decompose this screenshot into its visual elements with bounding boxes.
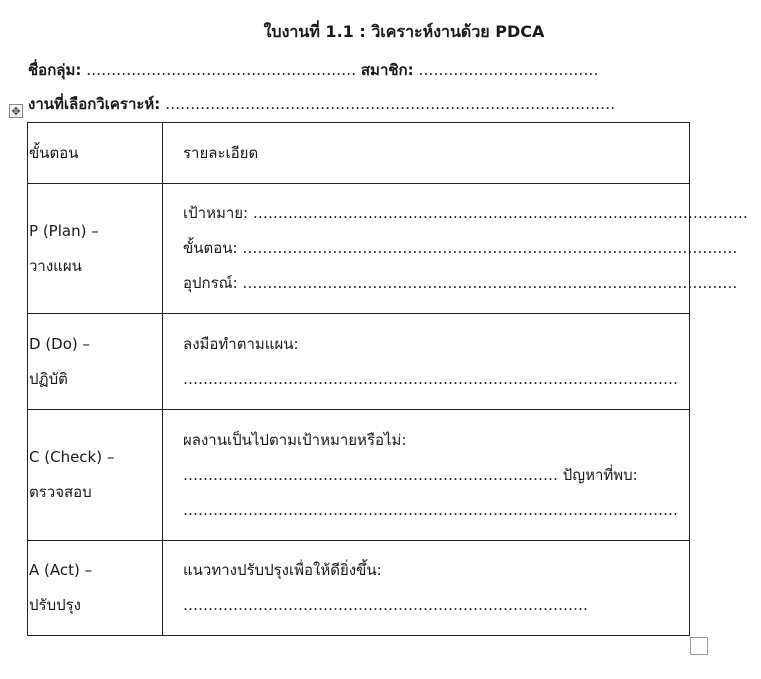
group-label: ชื่อกลุ่ม: (28, 61, 82, 79)
plan-step-cell[interactable] (28, 184, 163, 314)
group-blank[interactable]: ……………………………………………… (81, 61, 361, 79)
move-arrows-icon[interactable]: ✥ (9, 104, 23, 118)
table-row-act (28, 541, 690, 636)
table-row-do (28, 314, 690, 410)
task-label: งานที่เลือกวิเคราะห์: (28, 95, 161, 113)
header-step-cell[interactable] (28, 123, 163, 184)
check-step-name: ตรวจสอบ (29, 483, 92, 501)
pdca-table (27, 122, 748, 636)
plan-goal-line: เป้าหมาย: ……………………………………………………………………………………… (183, 204, 748, 222)
resize-handle-icon[interactable] (690, 637, 708, 655)
table-row-plan (28, 184, 690, 314)
act-detail-cell[interactable] (163, 541, 690, 636)
do-action-line: ลงมือทำตามแผน: (183, 334, 299, 353)
member-label: สมาชิก: (360, 61, 414, 79)
do-blank-line: ……………………………………………………………………………………… (183, 369, 678, 388)
act-step-code: A (Act) – (29, 561, 93, 579)
check-step-code: C (Check) – (29, 448, 115, 466)
header-detail: รายละเอียด (183, 143, 259, 162)
header-step: ขั้นตอน (29, 143, 79, 162)
act-improve-line: แนวทางปรับปรุงเพื่อให้ดียิ่งขึ้น: (183, 561, 382, 579)
do-step-cell[interactable] (28, 314, 163, 410)
check-step-cell[interactable] (28, 410, 163, 541)
act-blank-line: ……………………………………………………………………… (183, 596, 588, 614)
act-step-name: ปรับปรุง (29, 596, 82, 614)
table-header-row (28, 123, 690, 184)
plan-detail-cell[interactable] (163, 184, 748, 314)
do-detail-cell[interactable] (163, 314, 690, 410)
plan-equipment-line: อุปกรณ์: ……………………………………………………………………………………… (183, 274, 738, 292)
table-row-check (28, 410, 690, 541)
task-blank[interactable]: ……………………………………………………………………………… (160, 95, 616, 113)
do-step-code: D (Do) – (29, 334, 91, 353)
plan-step-code: P (Plan) – (29, 221, 99, 240)
worksheet-title: ใบงานที่ 1.1 : วิเคราะห์งานด้วย PDCA (263, 22, 545, 41)
check-blank-line: ……………………………………………………………………………………… (183, 500, 678, 519)
header-detail-cell[interactable] (163, 123, 690, 184)
check-problem-line: ………………………………………………………………… ปัญหาที่พบ: (183, 465, 638, 484)
task-line (28, 92, 615, 116)
member-blank[interactable]: ……………………………… (413, 61, 599, 79)
check-result-line: ผลงานเป็นไปตามเป้าหมายหรือไม่: (183, 430, 407, 449)
plan-step-name: วางแผน (29, 256, 82, 275)
plan-steps-line: ขั้นตอน: ……………………………………………………………………………………… (183, 239, 738, 257)
act-step-cell[interactable] (28, 541, 163, 636)
do-step-name: ปฏิบัติ (29, 369, 68, 388)
group-line (28, 58, 598, 82)
check-detail-cell[interactable] (163, 410, 690, 541)
